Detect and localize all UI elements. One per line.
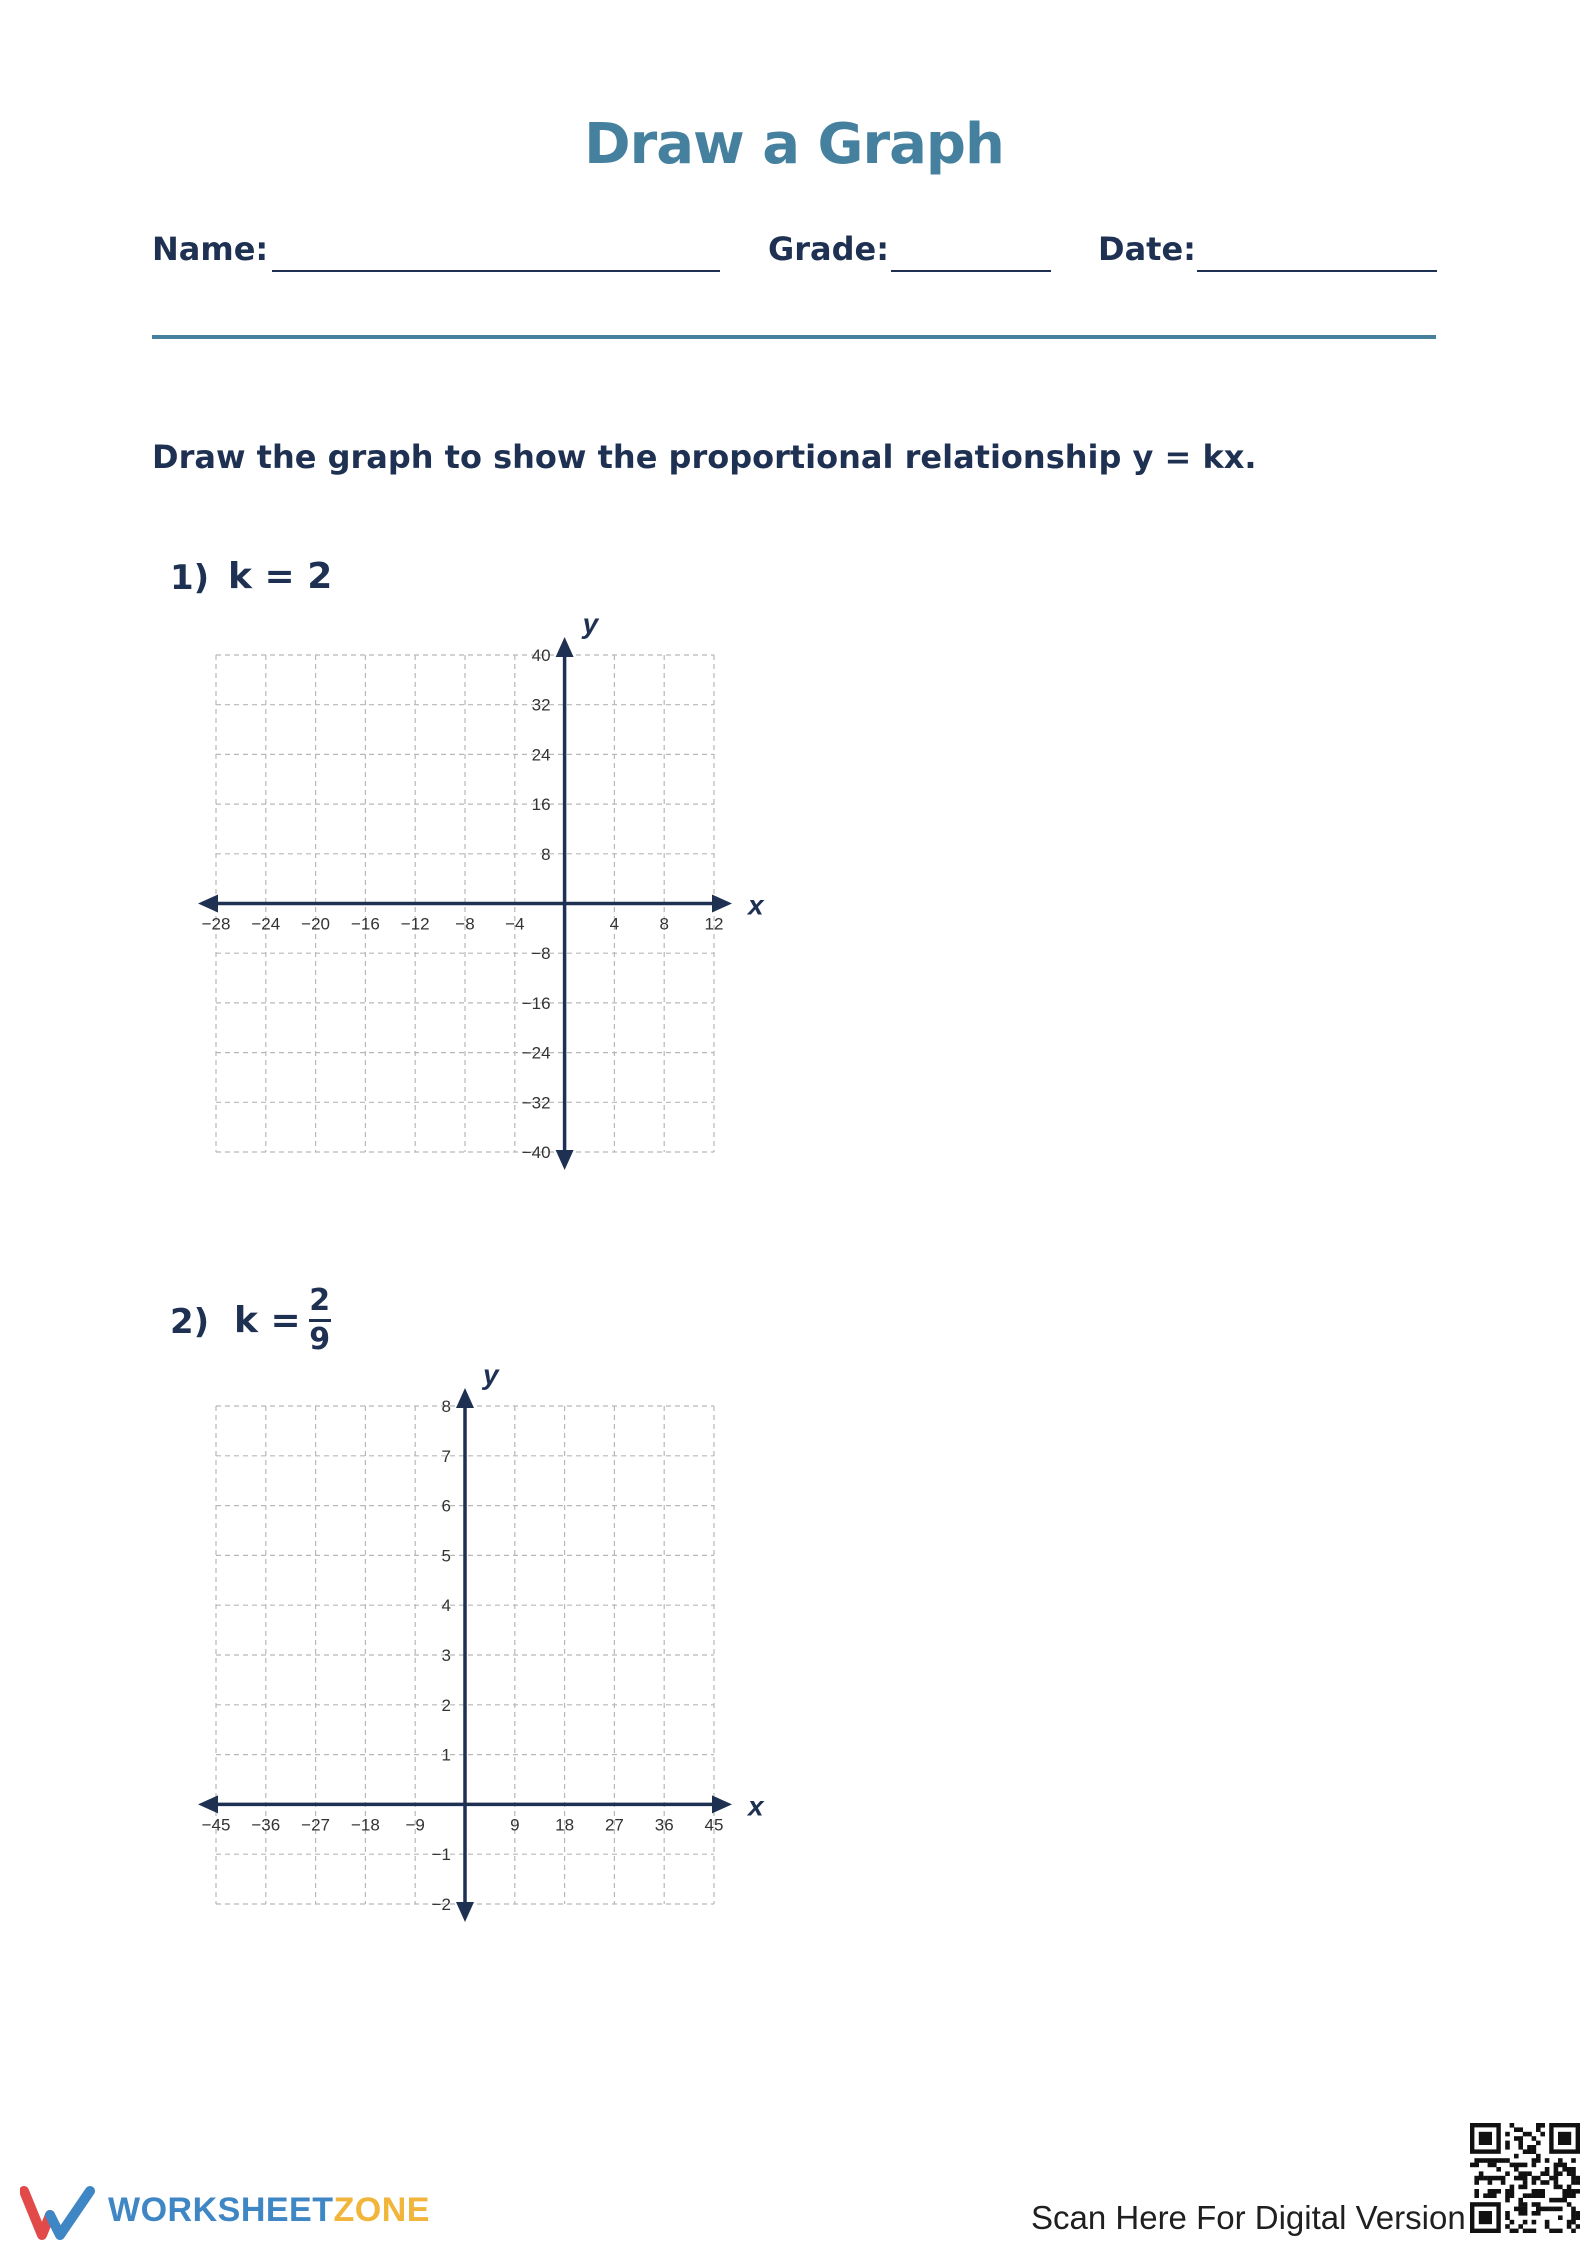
problem-2-number: 2): [170, 1302, 210, 1342]
x-tick-label: 36: [654, 1815, 674, 1835]
y-axis-label: y: [582, 608, 599, 639]
x-tick-label: −28: [201, 914, 231, 934]
y-tick-label: 32: [531, 695, 551, 715]
k-value: 2: [307, 556, 333, 597]
brand-part-2: ZONE: [333, 2191, 430, 2229]
x-tick-label: −45: [201, 1815, 231, 1835]
y-axis-arrow-down: [556, 1150, 574, 1170]
k-prefix: k =: [234, 1300, 301, 1341]
y-tick-label: −24: [521, 1043, 551, 1063]
y-tick-label: 4: [441, 1596, 451, 1616]
y-axis-arrow-up: [556, 637, 574, 657]
x-tick-label: 8: [659, 914, 669, 934]
y-tick-label: −32: [521, 1093, 551, 1113]
y-tick-label: −16: [521, 993, 551, 1013]
x-tick-label: 45: [704, 1815, 724, 1835]
y-tick-label: 3: [441, 1646, 451, 1665]
brand-part-1: WORKSHEET: [108, 2191, 334, 2229]
problem-1-number: 1): [170, 558, 210, 598]
y-tick-label: −1: [431, 1845, 451, 1865]
fraction-numerator: 2: [309, 1283, 331, 1318]
y-tick-label: 8: [541, 844, 551, 864]
fraction-denominator: 9: [309, 1322, 331, 1357]
x-axis-arrow-right: [712, 895, 732, 913]
name-label: Name:: [152, 230, 269, 268]
x-tick-label: 12: [704, 914, 724, 934]
worksheetzone-logo-icon: [20, 2185, 100, 2241]
x-axis-label: x: [748, 1790, 764, 1822]
y-tick-label: −8: [531, 944, 551, 964]
x-tick-label: −12: [400, 914, 430, 934]
x-axis-arrow-left: [198, 1795, 218, 1813]
x-tick-label: −4: [505, 914, 525, 934]
x-tick-label: −16: [350, 914, 380, 934]
x-tick-label: 9: [510, 1815, 520, 1835]
y-axis-arrow-down: [456, 1902, 474, 1922]
y-tick-label: −40: [521, 1143, 551, 1162]
x-axis-arrow-left: [198, 895, 218, 913]
k-prefix: k =: [228, 556, 295, 597]
y-tick-label: 24: [531, 745, 551, 765]
date-label: Date:: [1098, 230, 1196, 268]
y-tick-label: 7: [441, 1446, 451, 1466]
graph-2[interactable]: [198, 1359, 765, 1922]
y-tick-label: 40: [531, 646, 551, 665]
x-tick-label: −9: [405, 1815, 425, 1835]
page-title: Draw a Graph: [584, 112, 1004, 177]
x-tick-label: 27: [604, 1815, 624, 1835]
y-tick-label: 16: [531, 795, 551, 815]
instructions: Draw the graph to show the proportional relationship y = kx.: [152, 438, 1257, 476]
x-axis-arrow-right: [712, 1795, 732, 1813]
brand-name: [108, 2191, 430, 2230]
x-tick-label: −24: [251, 914, 281, 934]
x-tick-label: −8: [455, 914, 475, 934]
y-axis-label: y: [483, 1359, 499, 1390]
scan-text: Scan Here For Digital Version: [1031, 2199, 1466, 2236]
y-tick-label: 2: [441, 1695, 451, 1715]
x-tick-label: −27: [301, 1815, 331, 1835]
y-axis-arrow-up: [456, 1388, 474, 1408]
x-tick-label: −18: [350, 1815, 380, 1835]
x-axis-label: x: [748, 889, 764, 921]
y-tick-label: 1: [441, 1745, 451, 1765]
graph-1[interactable]: [198, 608, 765, 1170]
x-tick-label: −20: [301, 914, 331, 934]
x-tick-label: 4: [609, 914, 620, 934]
y-tick-label: 5: [441, 1546, 451, 1566]
y-tick-label: 8: [441, 1397, 451, 1416]
x-tick-label: −36: [251, 1815, 281, 1835]
x-tick-label: 18: [555, 1815, 575, 1835]
qr-code-icon[interactable]: [1470, 2123, 1580, 2233]
y-tick-label: 6: [441, 1496, 451, 1516]
y-tick-label: −2: [431, 1895, 451, 1914]
grade-label: Grade:: [768, 230, 890, 268]
